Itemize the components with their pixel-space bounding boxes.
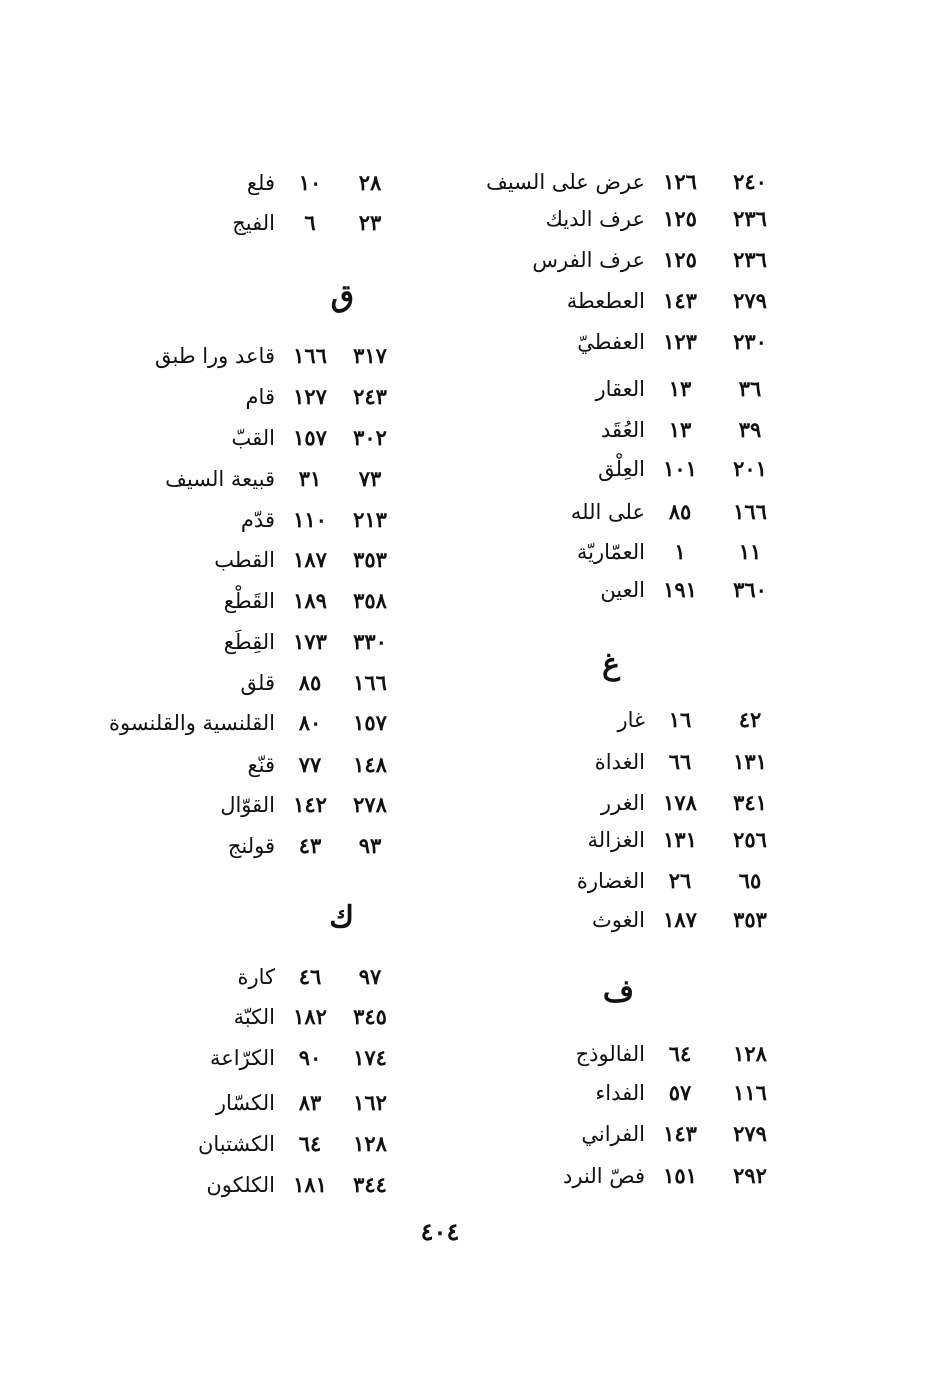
index-entry bbox=[470, 162, 780, 202]
page-number-secondary: ١٨١ bbox=[293, 1172, 327, 1197]
page-number-secondary: ١٣ bbox=[668, 417, 692, 442]
index-entry bbox=[110, 1124, 400, 1164]
page-number-secondary: ٧٧ bbox=[298, 752, 322, 777]
page-number-secondary: ١٤٣ bbox=[663, 288, 697, 313]
page-number-primary: ٢٣٠ bbox=[733, 329, 767, 354]
page-number-primary: ٢٣٦ bbox=[733, 247, 767, 272]
page-number-secondary: ١٤٣ bbox=[663, 1121, 697, 1146]
page-number-secondary: ١٠ bbox=[298, 170, 322, 195]
page-number-primary: ٣٠٢ bbox=[353, 425, 387, 450]
entry-word: قولنج bbox=[227, 834, 275, 858]
page-number-primary: ١٦٦ bbox=[733, 499, 767, 524]
page-number-secondary: ٨٣ bbox=[298, 1090, 322, 1115]
entry-word: الكشتبان bbox=[197, 1132, 275, 1156]
section-header-fa: ف bbox=[602, 974, 634, 1009]
entry-word: القطب bbox=[214, 548, 275, 572]
index-entry bbox=[470, 199, 780, 239]
index-entry bbox=[470, 410, 780, 450]
page-number-secondary: ١٠١ bbox=[663, 456, 697, 481]
page-number-secondary: ٨٠ bbox=[298, 710, 322, 735]
entry-word: الفداء bbox=[595, 1081, 645, 1105]
page-number-primary: ١٤٨ bbox=[353, 752, 387, 777]
page-number-secondary: ١٧٣ bbox=[293, 629, 327, 654]
index-entry bbox=[470, 532, 780, 572]
page-number-secondary: ١٦٦ bbox=[293, 343, 327, 368]
entry-word: فصّ النرد bbox=[563, 1164, 645, 1188]
page-number-secondary: ١٢٥ bbox=[663, 206, 697, 231]
entry-word: العُقَد bbox=[600, 418, 645, 442]
page-number-secondary: ١٨٧ bbox=[293, 547, 327, 572]
entry-word: كارة bbox=[237, 965, 275, 989]
page-number-primary: ٣٩ bbox=[738, 417, 762, 442]
page-number-secondary: ١٨٩ bbox=[293, 588, 327, 613]
index-entry bbox=[470, 861, 780, 901]
page-number-primary: ٣٦٠ bbox=[733, 577, 767, 602]
right-column bbox=[470, 0, 780, 1377]
page-number-primary: ١١ bbox=[738, 539, 762, 564]
index-entry bbox=[110, 785, 400, 825]
index-entry bbox=[110, 957, 400, 997]
left-column bbox=[110, 0, 400, 1377]
entry-word: غار bbox=[617, 708, 645, 732]
entry-word: الغزالة bbox=[587, 828, 645, 852]
entry-word: قلق bbox=[240, 671, 275, 695]
index-entry bbox=[470, 322, 780, 362]
page-number-primary: ٣٤١ bbox=[733, 790, 767, 815]
entry-word: الفيج bbox=[232, 211, 275, 235]
entry-word: قنّع bbox=[247, 753, 275, 777]
index-entry bbox=[470, 369, 780, 409]
entry-word: قدّم bbox=[240, 508, 275, 532]
page-number-primary: ٢٩٢ bbox=[733, 1163, 767, 1188]
entry-word: قام bbox=[245, 385, 275, 409]
index-entry bbox=[470, 742, 780, 782]
page-number-secondary: ١٩١ bbox=[663, 577, 697, 602]
entry-word: الكلكون bbox=[206, 1173, 275, 1197]
page-number-primary: ٣٤٤ bbox=[353, 1172, 387, 1197]
entry-word: العطعطة bbox=[566, 289, 645, 313]
page-number-secondary: ١٢٥ bbox=[663, 247, 697, 272]
index-entry bbox=[470, 900, 780, 940]
page-number: ٤٠٤ bbox=[420, 1217, 460, 1246]
index-entry bbox=[470, 820, 780, 860]
page-number-secondary: ١٢٦ bbox=[663, 169, 697, 194]
index-entry bbox=[470, 281, 780, 321]
entry-word: الكرّاعة bbox=[209, 1046, 275, 1070]
page-number-primary: ٣٤٥ bbox=[353, 1004, 387, 1029]
entry-word: عرض على السيف bbox=[486, 170, 645, 194]
index-entry bbox=[110, 703, 400, 743]
page-number-secondary: ٦٦ bbox=[668, 749, 692, 774]
page-number-secondary: ٤٣ bbox=[298, 833, 322, 858]
page-number-secondary: ٥٧ bbox=[668, 1080, 692, 1105]
entry-word: الغوث bbox=[592, 908, 645, 932]
page-number-primary: ١٦٢ bbox=[353, 1090, 387, 1115]
entry-word: القَطْع bbox=[223, 589, 275, 613]
entry-word: الكبّة bbox=[233, 1005, 275, 1029]
index-entry bbox=[110, 1083, 400, 1123]
page-number-secondary: ١٨٧ bbox=[663, 907, 697, 932]
page-number-secondary: ٢٦ bbox=[668, 868, 692, 893]
entry-word: القوّال bbox=[220, 793, 275, 817]
index-entry bbox=[470, 240, 780, 280]
entry-word: عرف الديك bbox=[545, 207, 645, 231]
index-entry bbox=[110, 500, 400, 540]
entry-word: العين bbox=[600, 578, 645, 602]
index-entry bbox=[110, 336, 400, 376]
entry-word: الغضارة bbox=[576, 869, 645, 893]
entry-word: العقار bbox=[595, 377, 645, 401]
index-entry bbox=[470, 1114, 780, 1154]
index-entry bbox=[110, 418, 400, 458]
page-number-primary: ٣١٧ bbox=[353, 343, 387, 368]
entry-word: القِطَع bbox=[223, 630, 275, 654]
index-entry bbox=[470, 783, 780, 823]
entry-word: العمّاريّة bbox=[576, 540, 645, 564]
page-number-secondary: ١٣ bbox=[668, 376, 692, 401]
page-number-secondary: ٣١ bbox=[298, 466, 322, 491]
index-entry bbox=[470, 1073, 780, 1113]
entry-word: الكسّار bbox=[215, 1091, 275, 1115]
page-number-secondary: ١٣١ bbox=[663, 827, 697, 852]
page-number-secondary: ١٧٨ bbox=[663, 790, 697, 815]
index-entry bbox=[110, 663, 400, 703]
page-number-primary: ٢٠١ bbox=[733, 456, 767, 481]
page-number-primary: ٧٣ bbox=[358, 466, 382, 491]
page-number-primary: ٣٥٨ bbox=[353, 588, 387, 613]
page-number-secondary: ٨٥ bbox=[298, 670, 322, 695]
section-header-kaf: ك bbox=[329, 900, 354, 935]
page-number-secondary: ٨٥ bbox=[668, 499, 692, 524]
entry-word: القلنسية والقلنسوة bbox=[108, 711, 275, 735]
page-number-primary: ٣٦ bbox=[738, 376, 762, 401]
entry-word: العِلْق bbox=[598, 457, 645, 481]
page-number-primary: ١٢٨ bbox=[353, 1131, 387, 1156]
page-number-secondary: ١٢٣ bbox=[663, 329, 697, 354]
page-number-primary: ٢٧٨ bbox=[353, 792, 387, 817]
page-number-primary: ١٥٧ bbox=[353, 710, 387, 735]
page-number-primary: ١٣١ bbox=[733, 749, 767, 774]
page-number-primary: ٣٥٣ bbox=[733, 907, 767, 932]
index-entry bbox=[110, 826, 400, 866]
entry-word: الفراني bbox=[581, 1122, 645, 1146]
index-entry bbox=[470, 700, 780, 740]
page-number-primary: ١٢٨ bbox=[733, 1041, 767, 1066]
entry-word: القبّ bbox=[231, 426, 275, 450]
index-entry bbox=[110, 1165, 400, 1205]
page-number-primary: ٢٣٦ bbox=[733, 206, 767, 231]
page-number-primary: ٢٤٣ bbox=[353, 384, 387, 409]
page-number-secondary: ٩٠ bbox=[298, 1045, 322, 1070]
page-number-primary: ٢٨ bbox=[358, 170, 382, 195]
page-number-secondary: ١١٠ bbox=[293, 507, 327, 532]
page-number-primary: ٩٧ bbox=[358, 964, 382, 989]
page-number-secondary: ١٥١ bbox=[663, 1163, 697, 1188]
page-number-primary: ٣٥٣ bbox=[353, 547, 387, 572]
page-number-primary: ٢٥٦ bbox=[733, 827, 767, 852]
index-entry bbox=[110, 1038, 400, 1078]
index-entry bbox=[470, 1034, 780, 1074]
entry-word: على الله bbox=[570, 500, 645, 524]
index-entry bbox=[470, 492, 780, 532]
page-number-secondary: ٤٦ bbox=[298, 964, 322, 989]
entry-word: عرف الفرس bbox=[532, 248, 645, 272]
index-entry bbox=[110, 459, 400, 499]
entry-word: الفالوذج bbox=[575, 1042, 645, 1066]
page-number-secondary: ٦ bbox=[304, 210, 316, 235]
entry-word: العفطيّ bbox=[577, 330, 645, 354]
page-number-primary: ١١٦ bbox=[733, 1080, 767, 1105]
page-number-secondary: ١ bbox=[674, 539, 686, 564]
index-entry bbox=[110, 540, 400, 580]
entry-word: الغداة bbox=[594, 750, 645, 774]
page-number-primary: ٢١٣ bbox=[353, 507, 387, 532]
page-number-primary: ١٦٦ bbox=[353, 670, 387, 695]
page-number-secondary: ١٦ bbox=[668, 707, 692, 732]
index-entry bbox=[110, 622, 400, 662]
page-number-primary: ٣٣٠ bbox=[353, 629, 387, 654]
index-entry bbox=[470, 570, 780, 610]
entry-word: فلع bbox=[246, 171, 275, 195]
entry-word: قبيعة السيف bbox=[165, 467, 275, 491]
index-entry bbox=[110, 997, 400, 1037]
page-number-secondary: ٦٤ bbox=[298, 1131, 322, 1156]
section-header-qaf: ق bbox=[330, 279, 354, 314]
index-entry bbox=[470, 1156, 780, 1196]
entry-word: قاعد ورا طبق bbox=[154, 344, 275, 368]
page-number-primary: ٩٣ bbox=[358, 833, 382, 858]
page-number-secondary: ١٢٧ bbox=[293, 384, 327, 409]
index-entry bbox=[110, 581, 400, 621]
page-number-secondary: ١٤٢ bbox=[293, 792, 327, 817]
page-number-primary: ٤٢ bbox=[738, 707, 762, 732]
section-header-ghayn: غ bbox=[602, 647, 620, 682]
page-number-primary: ٦٥ bbox=[738, 868, 762, 893]
index-entry bbox=[470, 449, 780, 489]
page-number-primary: ٢٧٩ bbox=[733, 288, 767, 313]
page-number-primary: ٢٧٩ bbox=[733, 1121, 767, 1146]
index-entry bbox=[110, 745, 400, 785]
page-number-primary: ٢٤٠ bbox=[733, 169, 767, 194]
page-number-secondary: ١٥٧ bbox=[293, 425, 327, 450]
index-entry bbox=[110, 203, 400, 243]
page-number-secondary: ٦٤ bbox=[668, 1041, 692, 1066]
index-entry bbox=[110, 163, 400, 203]
page-number-primary: ٢٣ bbox=[358, 210, 382, 235]
entry-word: الغرر bbox=[600, 791, 645, 815]
page-number-primary: ١٧٤ bbox=[353, 1045, 387, 1070]
page-number-secondary: ١٨٢ bbox=[293, 1004, 327, 1029]
index-entry bbox=[110, 377, 400, 417]
